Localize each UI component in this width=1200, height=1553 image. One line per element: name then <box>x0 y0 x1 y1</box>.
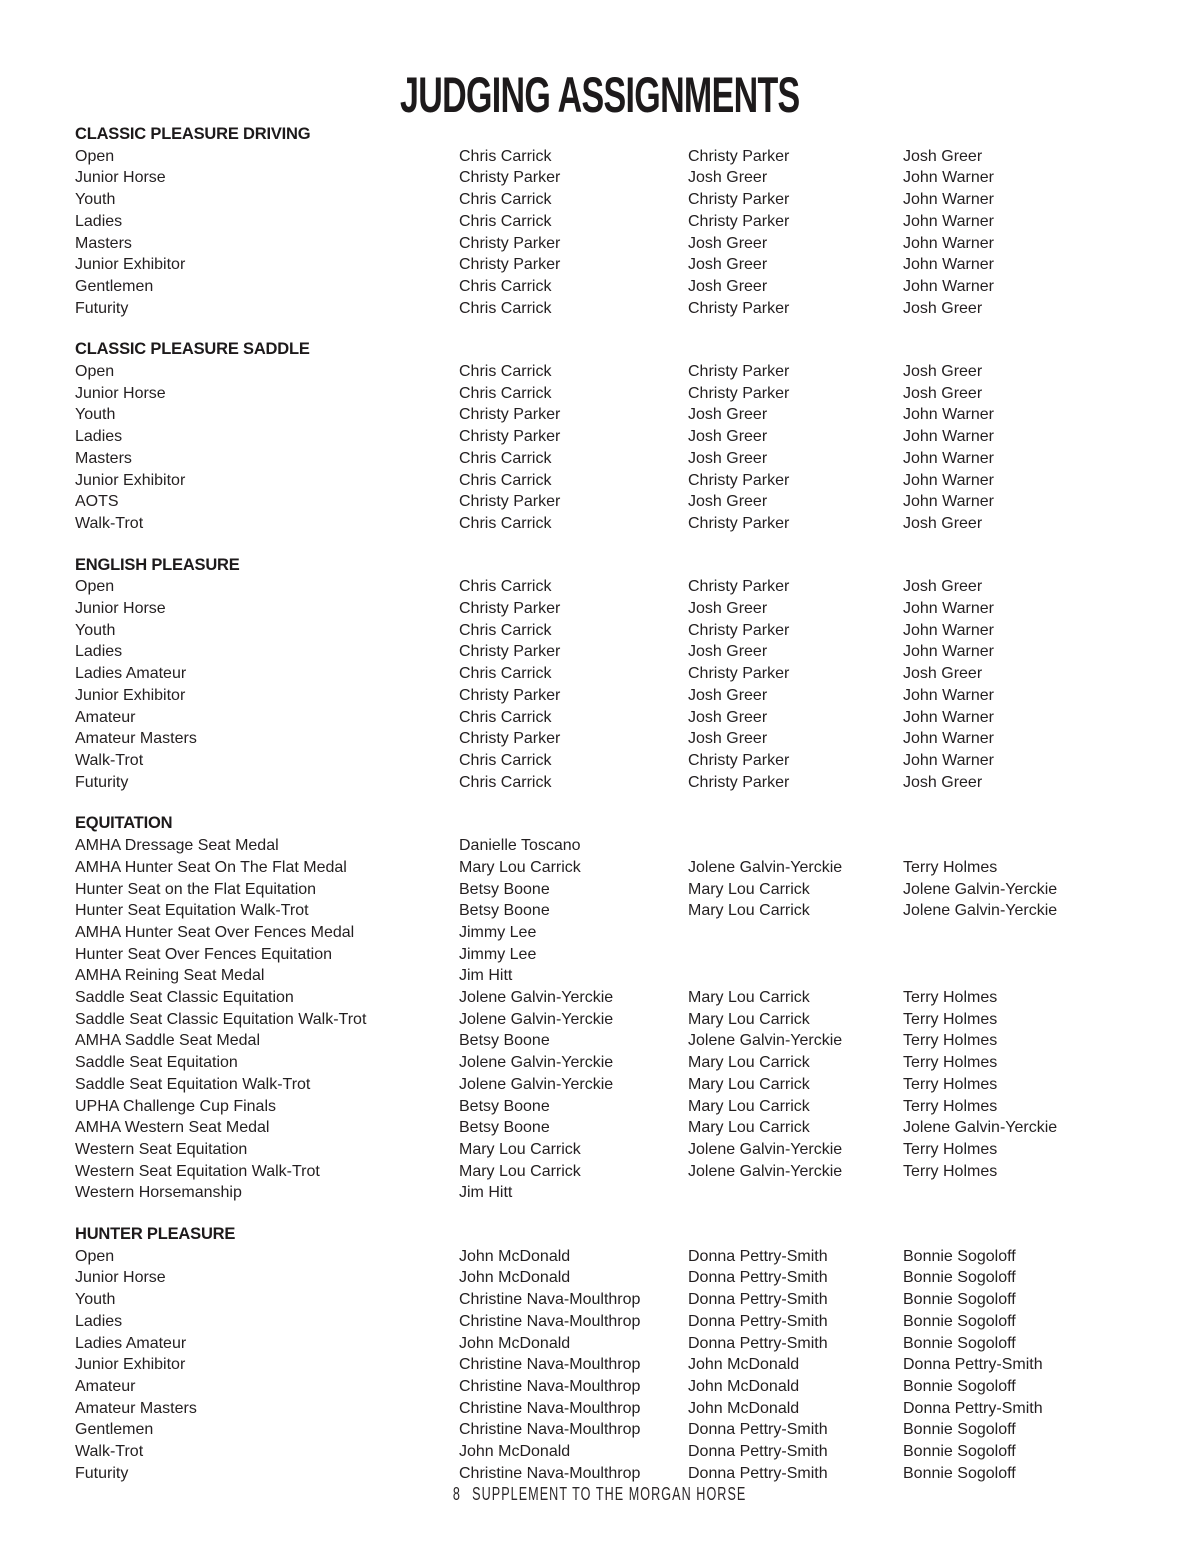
judge-cell: Jolene Galvin-Yerckie <box>903 902 1058 920</box>
table-row <box>75 1182 1125 1204</box>
judge-cell: Christine Nava-Moulthrop <box>459 1377 641 1395</box>
judge-cell: Christy Parker <box>688 751 790 769</box>
judge-cell: Donna Pettry-Smith <box>688 1269 828 1287</box>
judge-cell: John Warner <box>903 643 994 661</box>
judge-cell: Bonnie Sogoloff <box>903 1464 1016 1482</box>
table-row <box>75 254 1125 276</box>
judge-cell: Chris Carrick <box>459 212 552 230</box>
judge-cell: Betsy Boone <box>459 880 550 898</box>
class-name-cell: UPHA Challenge Cup Finals <box>75 1097 276 1115</box>
judge-cell: John McDonald <box>688 1356 800 1374</box>
judge-cell: Donna Pettry-Smith <box>688 1334 828 1352</box>
judge-cell: Josh Greer <box>903 147 983 165</box>
judge-cell: Christy Parker <box>459 169 561 187</box>
class-name-cell: AMHA Hunter Seat On The Flat Medal <box>75 858 347 876</box>
class-name-cell: Saddle Seat Equitation <box>75 1054 238 1072</box>
judge-cell: Christine Nava-Moulthrop <box>459 1399 641 1417</box>
class-name-cell: Ladies <box>75 428 123 446</box>
judge-cell: Mary Lou Carrick <box>688 902 810 920</box>
judge-cell: Mary Lou Carrick <box>688 1054 810 1072</box>
section-classic-pleasure-driving <box>75 124 1125 319</box>
class-name-cell: Ladies Amateur <box>75 665 187 683</box>
section-heading: EQUITATION <box>75 814 173 833</box>
class-name-cell: Amateur Masters <box>75 730 197 748</box>
judge-cell: Bonnie Sogoloff <box>903 1334 1016 1352</box>
judge-cell: Donna Pettry-Smith <box>688 1464 828 1482</box>
table-row <box>75 383 1125 405</box>
class-name-cell: Futurity <box>75 773 129 791</box>
class-name-cell: Junior Exhibitor <box>75 471 186 489</box>
judge-cell: Josh Greer <box>688 169 768 187</box>
judge-cell: Chris Carrick <box>459 299 552 317</box>
judge-cell: Christy Parker <box>459 730 561 748</box>
judge-cell: Donna Pettry-Smith <box>903 1399 1043 1417</box>
judge-cell: Christy Parker <box>688 212 790 230</box>
judge-cell: Jolene Galvin-Yerckie <box>459 1075 614 1093</box>
table-row <box>75 663 1125 685</box>
table-row <box>75 857 1125 879</box>
table-row <box>75 576 1125 598</box>
class-name-cell: Western Seat Equitation <box>75 1140 248 1158</box>
table-row <box>75 620 1125 642</box>
judge-cell: Chris Carrick <box>459 751 552 769</box>
class-name-cell: Youth <box>75 1291 116 1309</box>
judge-cell: Jolene Galvin-Yerckie <box>688 1140 843 1158</box>
table-row <box>75 146 1125 168</box>
judge-cell: Betsy Boone <box>459 902 550 920</box>
table-row <box>75 1096 1125 1118</box>
judge-cell: Bonnie Sogoloff <box>903 1291 1016 1309</box>
class-name-cell: Youth <box>75 406 116 424</box>
class-name-cell: Amateur <box>75 708 136 726</box>
judge-cell: Betsy Boone <box>459 1119 550 1137</box>
table-row <box>75 750 1125 772</box>
judge-cell: Josh Greer <box>688 449 768 467</box>
judge-cell: Christy Parker <box>688 191 790 209</box>
table-row <box>75 276 1125 298</box>
judge-cell: Terry Holmes <box>903 858 998 876</box>
judge-cell: Josh Greer <box>688 643 768 661</box>
judge-cell: Josh Greer <box>903 384 983 402</box>
judge-cell: Jolene Galvin-Yerckie <box>459 1054 614 1072</box>
table-row <box>75 987 1125 1009</box>
judge-cell: Chris Carrick <box>459 277 552 295</box>
footer-text: SUPPLEMENT TO THE MORGAN HORSE <box>472 1484 747 1505</box>
judge-cell: Chris Carrick <box>459 191 552 209</box>
page-footer <box>75 1484 1125 1507</box>
table-row <box>75 772 1125 794</box>
judge-cell: Christy Parker <box>459 234 561 252</box>
judge-cell: Donna Pettry-Smith <box>688 1312 828 1330</box>
judge-cell: Mary Lou Carrick <box>459 858 581 876</box>
judge-cell: Christy Parker <box>459 686 561 704</box>
table-row <box>75 1333 1125 1355</box>
class-name-cell: Junior Exhibitor <box>75 686 186 704</box>
class-name-cell: Hunter Seat on the Flat Equitation <box>75 880 317 898</box>
section-english-pleasure <box>75 555 1125 794</box>
judge-cell: Chris Carrick <box>459 621 552 639</box>
judge-cell: John Warner <box>903 600 994 618</box>
judge-cell: Jolene Galvin-Yerckie <box>688 858 843 876</box>
table-row <box>75 922 1125 944</box>
judge-cell: Josh Greer <box>688 708 768 726</box>
judge-cell: Jolene Galvin-Yerckie <box>903 880 1058 898</box>
class-name-cell: Open <box>75 363 115 381</box>
judge-cell: John Warner <box>903 191 994 209</box>
class-name-cell: Western Seat Equitation Walk-Trot <box>75 1162 320 1180</box>
section-equitation <box>75 813 1125 1204</box>
judge-cell: Terry Holmes <box>903 1097 998 1115</box>
judge-cell: Terry Holmes <box>903 1054 998 1072</box>
judge-cell: Chris Carrick <box>459 665 552 683</box>
judge-cell: Jolene Galvin-Yerckie <box>688 1032 843 1050</box>
judge-cell: Chris Carrick <box>459 514 552 532</box>
table-row <box>75 685 1125 707</box>
table-row <box>75 448 1125 470</box>
judge-cell: Josh Greer <box>688 493 768 511</box>
class-name-cell: Ladies <box>75 212 123 230</box>
class-name-cell: Junior Exhibitor <box>75 256 186 274</box>
judge-cell: Chris Carrick <box>459 773 552 791</box>
judge-cell: Donna Pettry-Smith <box>688 1443 828 1461</box>
judge-cell: Terry Holmes <box>903 1140 998 1158</box>
judge-cell: John Warner <box>903 234 994 252</box>
class-name-cell: Amateur <box>75 1377 136 1395</box>
judge-cell: Terry Holmes <box>903 1032 998 1050</box>
table-row <box>75 1246 1125 1268</box>
judge-cell: Terry Holmes <box>903 1162 998 1180</box>
table-row <box>75 1311 1125 1333</box>
judge-cell: Chris Carrick <box>459 578 552 596</box>
judge-cell: Terry Holmes <box>903 989 998 1007</box>
table-row <box>75 211 1125 233</box>
judge-cell: Josh Greer <box>903 665 983 683</box>
judge-cell: Christine Nava-Moulthrop <box>459 1421 641 1439</box>
table-row <box>75 1009 1125 1031</box>
class-name-cell: Youth <box>75 621 116 639</box>
judge-cell: Christy Parker <box>688 384 790 402</box>
footer-text-wrap <box>453 1484 746 1506</box>
judge-cell: Bonnie Sogoloff <box>903 1377 1016 1395</box>
table-row <box>75 728 1125 750</box>
judge-cell: Mary Lou Carrick <box>459 1162 581 1180</box>
judge-cell: Christy Parker <box>688 578 790 596</box>
class-name-cell: AMHA Western Seat Medal <box>75 1119 270 1137</box>
table-row <box>75 1052 1125 1074</box>
table-row <box>75 944 1125 966</box>
class-name-cell: Western Horsemanship <box>75 1184 242 1202</box>
class-name-cell: Saddle Seat Classic Equitation Walk-Trot <box>75 1010 367 1028</box>
section-heading: CLASSIC PLEASURE DRIVING <box>75 125 311 143</box>
judge-cell: John McDonald <box>459 1269 571 1287</box>
judge-cell: Terry Holmes <box>903 1010 998 1028</box>
judge-cell: Josh Greer <box>903 299 983 317</box>
table-row <box>75 404 1125 426</box>
judge-cell: Christy Parker <box>688 471 790 489</box>
judge-cell: Christy Parker <box>459 406 561 424</box>
table-row <box>75 707 1125 729</box>
judge-cell: John McDonald <box>688 1377 800 1395</box>
class-name-cell: Amateur Masters <box>75 1399 197 1417</box>
judge-cell: Josh Greer <box>903 514 983 532</box>
class-name-cell: Ladies <box>75 643 123 661</box>
judge-cell: John Warner <box>903 708 994 726</box>
judge-cell: Jolene Galvin-Yerckie <box>688 1162 843 1180</box>
footer-page-number: 8 <box>453 1484 462 1505</box>
class-name-cell: Walk-Trot <box>75 751 144 769</box>
table-row <box>75 1289 1125 1311</box>
judge-cell: Donna Pettry-Smith <box>688 1291 828 1309</box>
judge-cell: John McDonald <box>459 1247 571 1265</box>
judge-cell: Jim Hitt <box>459 1184 513 1202</box>
table-row <box>75 835 1125 857</box>
class-name-cell: Saddle Seat Equitation Walk-Trot <box>75 1075 311 1093</box>
judge-cell: Josh Greer <box>903 773 983 791</box>
judge-cell: Christy Parker <box>688 363 790 381</box>
judge-cell: Mary Lou Carrick <box>459 1140 581 1158</box>
judge-cell: Christine Nava-Moulthrop <box>459 1312 641 1330</box>
class-name-cell: Junior Horse <box>75 169 166 187</box>
judge-cell: Josh Greer <box>688 256 768 274</box>
sections <box>75 124 1125 1484</box>
judge-cell: John Warner <box>903 212 994 230</box>
judge-cell: Chris Carrick <box>459 147 552 165</box>
judge-cell: Jim Hitt <box>459 967 513 985</box>
judge-cell: Terry Holmes <box>903 1075 998 1093</box>
judge-cell: Christine Nava-Moulthrop <box>459 1291 641 1309</box>
judge-cell: Christy Parker <box>688 773 790 791</box>
judge-cell: John Warner <box>903 493 994 511</box>
judge-cell: Bonnie Sogoloff <box>903 1443 1016 1461</box>
judge-cell: Josh Greer <box>903 363 983 381</box>
judge-cell: Josh Greer <box>688 730 768 748</box>
section-heading: ENGLISH PLEASURE <box>75 555 240 574</box>
judge-cell: Jimmy Lee <box>459 945 537 963</box>
judge-cell: Mary Lou Carrick <box>688 1010 810 1028</box>
judge-cell: Christy Parker <box>688 147 790 165</box>
judge-cell: Josh Greer <box>688 277 768 295</box>
judge-cell: Jolene Galvin-Yerckie <box>459 1010 614 1028</box>
judge-cell: Bonnie Sogoloff <box>903 1421 1016 1439</box>
table-row <box>75 513 1125 535</box>
judge-cell: Josh Greer <box>688 600 768 618</box>
table-row <box>75 965 1125 987</box>
class-name-cell: AMHA Saddle Seat Medal <box>75 1032 260 1050</box>
class-name-cell: Saddle Seat Classic Equitation <box>75 989 294 1007</box>
judge-cell: Josh Greer <box>688 686 768 704</box>
table-row <box>75 1398 1125 1420</box>
class-name-cell: Masters <box>75 449 132 467</box>
judge-cell: Josh Greer <box>688 428 768 446</box>
table-row <box>75 1139 1125 1161</box>
judge-cell: Josh Greer <box>688 234 768 252</box>
class-name-cell: Futurity <box>75 1464 129 1482</box>
table-row <box>75 189 1125 211</box>
class-name-cell: AMHA Reining Seat Medal <box>75 967 265 985</box>
table-row <box>75 470 1125 492</box>
judge-cell: John Warner <box>903 751 994 769</box>
class-name-cell: Open <box>75 1247 115 1265</box>
class-name-cell: Masters <box>75 234 132 252</box>
judge-cell: Christine Nava-Moulthrop <box>459 1464 641 1482</box>
table-row <box>75 298 1125 320</box>
table-row <box>75 491 1125 513</box>
judge-cell: Danielle Toscano <box>459 837 581 855</box>
judge-cell: Christy Parker <box>459 643 561 661</box>
judge-cell: Chris Carrick <box>459 471 552 489</box>
table-row <box>75 1030 1125 1052</box>
table-row <box>75 1267 1125 1289</box>
table-row <box>75 641 1125 663</box>
judge-cell: Christine Nava-Moulthrop <box>459 1356 641 1374</box>
class-name-cell: Futurity <box>75 299 129 317</box>
section-heading: HUNTER PLEASURE <box>75 1225 236 1244</box>
table-row <box>75 426 1125 448</box>
judge-cell: Chris Carrick <box>459 449 552 467</box>
judge-cell: Christy Parker <box>459 256 561 274</box>
table-row <box>75 900 1125 922</box>
page-title-wrap <box>75 67 1125 123</box>
judge-cell: Bonnie Sogoloff <box>903 1247 1016 1265</box>
judge-cell: Mary Lou Carrick <box>688 1075 810 1093</box>
judge-cell: John McDonald <box>688 1399 800 1417</box>
judge-cell: John Warner <box>903 471 994 489</box>
judge-cell: Bonnie Sogoloff <box>903 1269 1016 1287</box>
judge-cell: Mary Lou Carrick <box>688 1119 810 1137</box>
judge-cell: Chris Carrick <box>459 708 552 726</box>
table-row <box>75 1117 1125 1139</box>
judge-cell: Chris Carrick <box>459 363 552 381</box>
judge-cell: Chris Carrick <box>459 384 552 402</box>
section-heading: CLASSIC PLEASURE SADDLE <box>75 340 310 359</box>
class-name-cell: Ladies <box>75 1312 123 1330</box>
judge-cell: Bonnie Sogoloff <box>903 1312 1016 1330</box>
judge-cell: John Warner <box>903 730 994 748</box>
judge-cell: Christy Parker <box>688 299 790 317</box>
section-hunter-pleasure <box>75 1224 1125 1484</box>
judge-cell: Christy Parker <box>459 493 561 511</box>
table-row <box>75 1354 1125 1376</box>
class-name-cell: Walk-Trot <box>75 514 144 532</box>
judge-cell: John McDonald <box>459 1443 571 1461</box>
class-name-cell: AMHA Dressage Seat Medal <box>75 837 279 855</box>
class-name-cell: Gentlemen <box>75 277 154 295</box>
judge-cell: Mary Lou Carrick <box>688 1097 810 1115</box>
class-name-cell: Open <box>75 147 115 165</box>
table-row <box>75 1441 1125 1463</box>
table-row <box>75 361 1125 383</box>
judge-cell: John Warner <box>903 428 994 446</box>
judge-cell: Donna Pettry-Smith <box>688 1421 828 1439</box>
judge-cell: Betsy Boone <box>459 1097 550 1115</box>
class-name-cell: Gentlemen <box>75 1421 154 1439</box>
judge-cell: John Warner <box>903 406 994 424</box>
class-name-cell: Junior Horse <box>75 600 166 618</box>
judge-cell: Christy Parker <box>459 600 561 618</box>
judge-cell: Betsy Boone <box>459 1032 550 1050</box>
judge-cell: Jimmy Lee <box>459 923 537 941</box>
judge-cell: Jolene Galvin-Yerckie <box>903 1119 1058 1137</box>
class-name-cell: Junior Horse <box>75 384 166 402</box>
table-row <box>75 233 1125 255</box>
judge-cell: Josh Greer <box>688 406 768 424</box>
judge-cell: Josh Greer <box>903 578 983 596</box>
table-row <box>75 1161 1125 1183</box>
class-name-cell: Hunter Seat Over Fences Equitation <box>75 945 333 963</box>
judge-cell: John McDonald <box>459 1334 571 1352</box>
judge-cell: Donna Pettry-Smith <box>903 1356 1043 1374</box>
class-name-cell: AMHA Hunter Seat Over Fences Medal <box>75 923 355 941</box>
class-name-cell: Junior Exhibitor <box>75 1356 186 1374</box>
judge-cell: Mary Lou Carrick <box>688 880 810 898</box>
judge-cell: John Warner <box>903 621 994 639</box>
table-row <box>75 879 1125 901</box>
judge-cell: Christy Parker <box>688 665 790 683</box>
table-row <box>75 1463 1125 1485</box>
judge-cell: John Warner <box>903 449 994 467</box>
class-name-cell: Hunter Seat Equitation Walk-Trot <box>75 902 309 920</box>
class-name-cell: Ladies Amateur <box>75 1334 187 1352</box>
judge-cell: John Warner <box>903 169 994 187</box>
table-row <box>75 598 1125 620</box>
table-row <box>75 1074 1125 1096</box>
table-row <box>75 167 1125 189</box>
judge-cell: Donna Pettry-Smith <box>688 1247 828 1265</box>
class-name-cell: Junior Horse <box>75 1269 166 1287</box>
judge-cell: John Warner <box>903 686 994 704</box>
judge-cell: Jolene Galvin-Yerckie <box>459 989 614 1007</box>
class-name-cell: AOTS <box>75 493 119 511</box>
section-classic-pleasure-saddle <box>75 339 1125 534</box>
class-name-cell: Open <box>75 578 115 596</box>
judge-cell: Mary Lou Carrick <box>688 989 810 1007</box>
judge-cell: John Warner <box>903 256 994 274</box>
judge-cell: John Warner <box>903 277 994 295</box>
judge-cell: Christy Parker <box>688 514 790 532</box>
judge-cell: Christy Parker <box>459 428 561 446</box>
class-name-cell: Youth <box>75 191 116 209</box>
table-row <box>75 1419 1125 1441</box>
class-name-cell: Walk-Trot <box>75 1443 144 1461</box>
judge-cell: Christy Parker <box>688 621 790 639</box>
page-title: JUDGING ASSIGNMENTS <box>400 67 800 123</box>
table-row <box>75 1376 1125 1398</box>
